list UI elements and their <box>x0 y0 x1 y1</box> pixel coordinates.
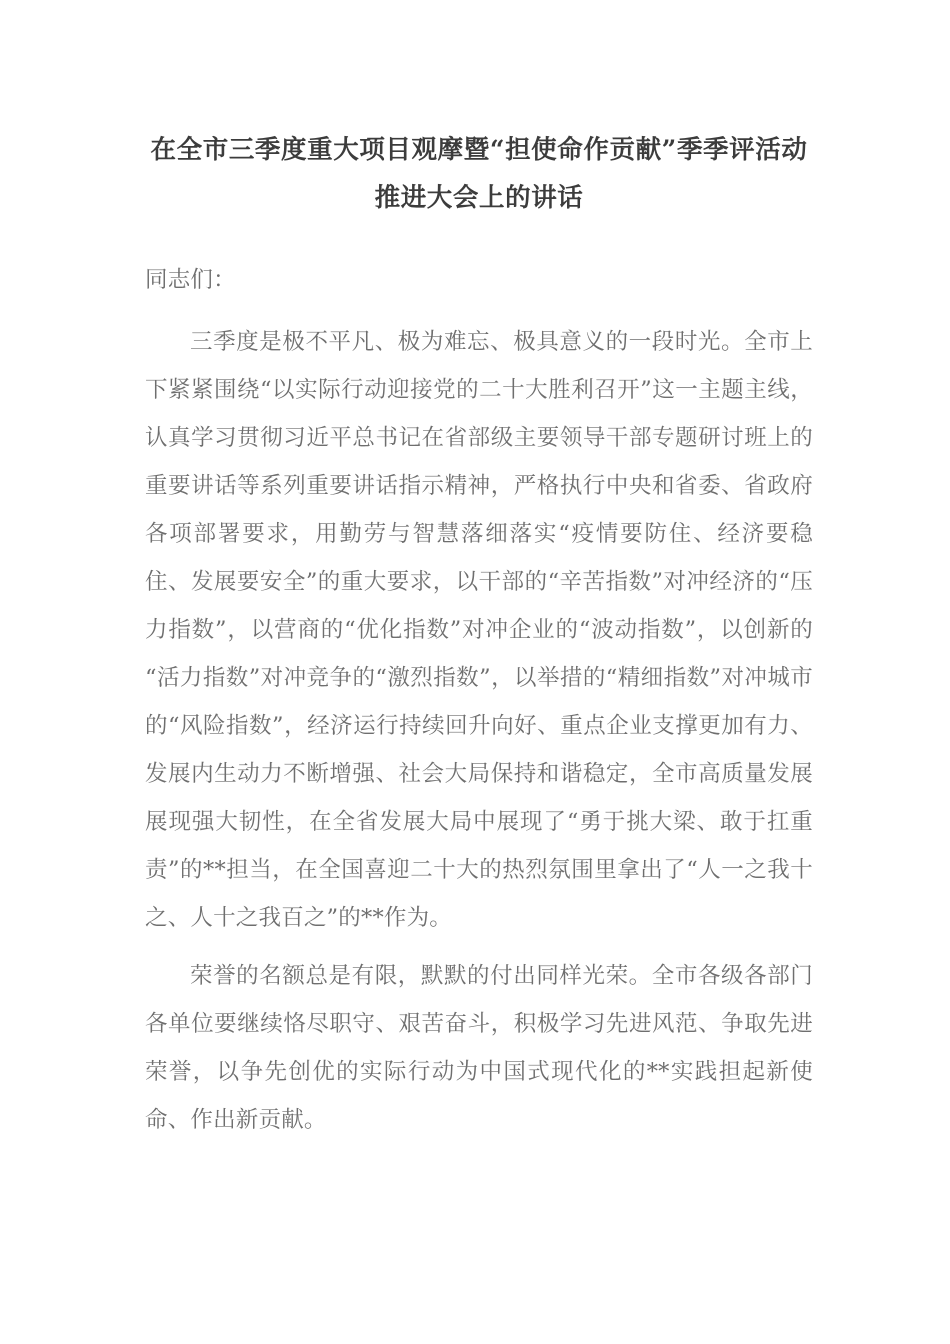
body-paragraph-1: 三季度是极不平凡、极为难忘、极具意义的一段时光。全市上下紧紧围绕“以实际行动迎接党的二十大胜利召开”这一主题主线，认真学习贯彻习近平总书记在省部级主要领导干部专题研讨班上的重要讲话等系列重要讲话指示精神，严格执行中央和省委、省政府各项部署要求，用勤劳与智慧落细落实“疫情要防住、经济要稳住、发展要安全”的重大要求，以干部的“辛苦指数”对冲经济的“压力指数”，以营商的“优化指数”对冲企业的“波动指数”，以创新的“活力指数”对冲竞争的“激烈指数”，以举措的“精细指数”对冲城市的“风险指数”，经济运行持续回升向好、重点企业支撑更加有力、发展内生动力不断增强、社会大局保持和谐稳定，全市高质量发展展现强大韧性，在全省发展大局中展现了“勇于挑大梁、敢于扛重责”的**担当，在全国喜迎二十大的热烈氛围里拿出了“人一之我十之、人十之我百之”的**作为。 <box>145 329 813 931</box>
document-content <box>145 0 813 1144</box>
body-paragraph-2: 荣誉的名额总是有限，默默的付出同样光荣。全市各级各部门各单位要继续恪尽职守、艰苦奋斗，积极学习先进风范、争取先进荣誉，以争先创优的实际行动为中国式现代化的**实践担起新使命、作出新贡献。 <box>145 963 813 1133</box>
document-title <box>145 0 813 222</box>
document-title-line-2: 动推进大会上的讲话 <box>374 135 808 213</box>
salutation: 同志们： <box>145 267 236 293</box>
document-title-line-1: 在全市三季度重大项目观摩暨“担使命作贡献”季季评活 <box>150 135 782 165</box>
